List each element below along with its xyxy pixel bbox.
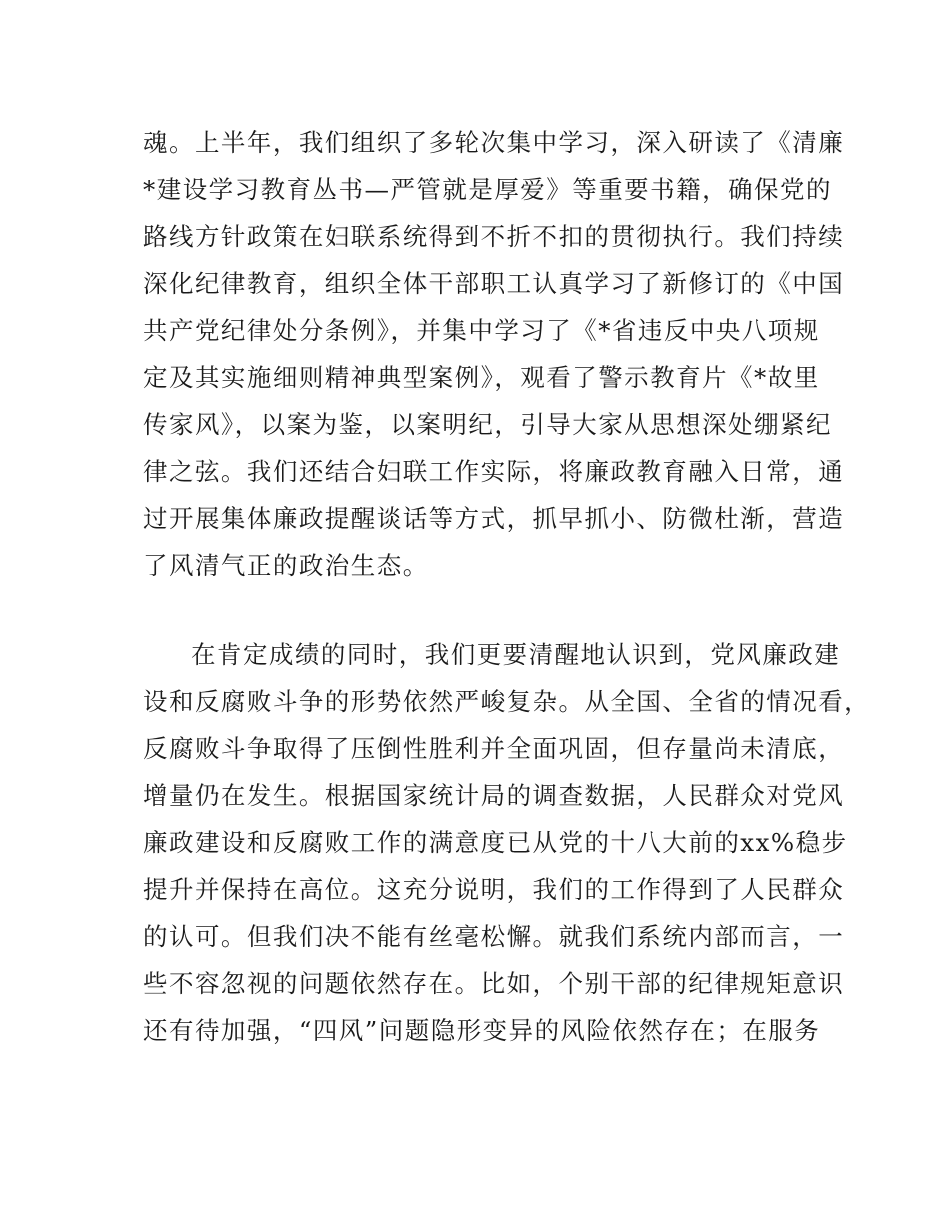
- paragraph-line: 在肯定成绩的同时，我们更要清醒地认识到，党风廉政建: [191, 640, 841, 669]
- paragraph-line: 些不容忽视的问题依然存在。比如，个别干部的纪律规矩意识: [143, 969, 845, 998]
- paragraph-line: 增量仍在发生。根据国家统计局的调查数据，人民群众对党风: [143, 781, 845, 810]
- paragraph-line: 定及其实施细则精神典型案例》，观看了警示教育片《*故里: [143, 363, 820, 392]
- paragraph-line: 律之弦。我们还结合妇联工作实际，将廉政教育融入日常，通: [143, 457, 845, 486]
- paragraph-line: 反腐败斗争取得了压倒性胜利并全面巩固，但存量尚未清底，: [143, 734, 845, 763]
- paragraph-line: 还有待加强，“四风”问题隐形变异的风险依然存在；在服务: [143, 1016, 821, 1045]
- paragraph-line: 设和反腐败斗争的形势依然严峻复杂。从全国、全省的情况看，: [143, 687, 871, 716]
- paragraph-line: 深化纪律教育，组织全体干部职工认真学习了新修订的《中国: [143, 269, 845, 298]
- paragraph-line: 魂。上半年，我们组织了多轮次集中学习，深入研读了《清廉: [143, 128, 845, 157]
- paragraph-line: 了风清气正的政治生态。: [143, 551, 429, 580]
- paragraph-line: 路线方针政策在妇联系统得到不折不扣的贯彻执行。我们持续: [143, 222, 845, 251]
- paragraph-line: 共产党纪律处分条例》，并集中学习了《*省违反中央八项规: [143, 316, 820, 345]
- paragraph-line: 提升并保持在高位。这充分说明，我们的工作得到了人民群众: [143, 875, 845, 904]
- paragraph-line: *建设学习教育丛书—严管就是厚爱》等重要书籍，确保党的: [143, 175, 832, 204]
- paragraph-line: 传家风》，以案为鉴，以案明纪，引导大家从思想深处绷紧纪: [143, 410, 832, 439]
- paragraph-line: 过开展集体廉政提醒谈话等方式，抓早抓小、防微杜渐，营造: [143, 504, 845, 533]
- paragraph-line: 的认可。但我们决不能有丝毫松懈。就我们系统内部而言，一: [143, 922, 845, 951]
- paragraph-line: 廉政建设和反腐败工作的满意度已从党的十八大前的xx%稳步: [143, 828, 848, 857]
